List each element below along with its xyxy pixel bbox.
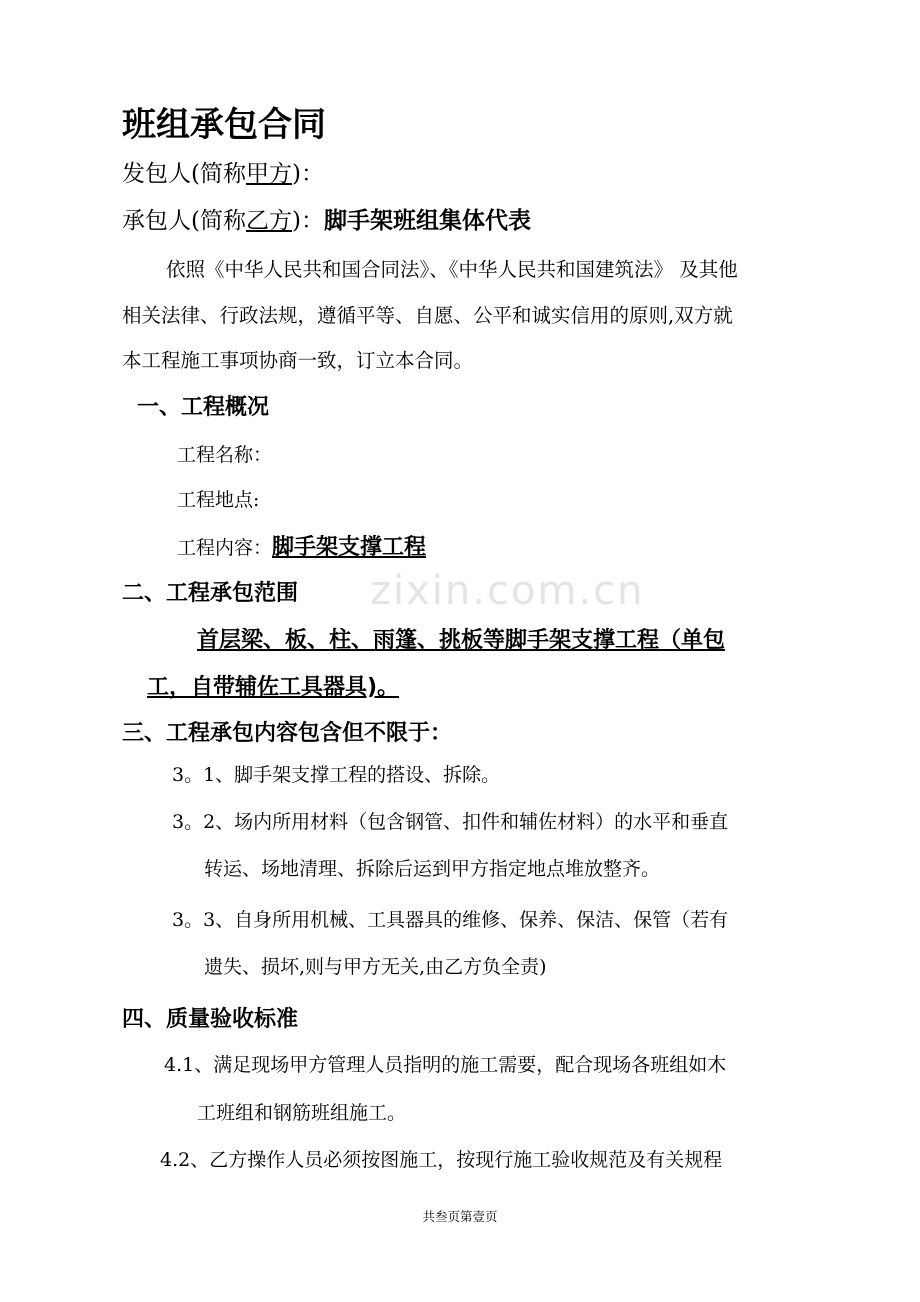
project-content-line xyxy=(177,537,426,559)
document-title: 班组承包合同 xyxy=(122,105,326,145)
party-a-short: 甲方 xyxy=(245,161,292,187)
project-content-label: 工程内容： xyxy=(177,537,273,559)
party-a-prefix: 发包人(简称 xyxy=(122,161,246,187)
section-2-heading: 二、工程承包范围 xyxy=(122,581,299,606)
project-name-label: 工程名称： xyxy=(177,444,273,466)
quality-item-4-1-cont: 工班组和钢筋班组施工。 xyxy=(197,1102,407,1124)
intro-line-1: 依照《中华人民共和国合同法》、《中华人民共和国建筑法》 及其他 xyxy=(166,258,738,281)
quality-item-4-1: 4.1、满足现场甲方管理人员指明的施工需要，配合现场各班组如木 xyxy=(164,1054,727,1076)
party-b-short: 乙方 xyxy=(245,208,292,234)
project-location-label: 工程地点: xyxy=(177,489,260,511)
party-b-line xyxy=(122,210,531,233)
section-1-heading: 一、工程概况 xyxy=(137,395,270,420)
intro-line-3: 本工程施工事项协商一致，订立本合同。 xyxy=(122,349,474,372)
scope-item-3-1: 3。1、脚手架支撑工程的搭设、拆除。 xyxy=(172,764,501,786)
section-3-heading: 三、工程承包内容包含但不限于： xyxy=(122,721,453,746)
intro-line-2: 相关法律、行政法规，遵循平等、自愿、公平和诚实信用的原则,双方就 xyxy=(122,304,733,327)
party-b-prefix: 承包人(简称 xyxy=(122,208,246,234)
scope-line-1: 首层梁、板、柱、雨篷、挑板等脚手架支撑工程（单包 xyxy=(197,628,726,653)
party-b-value: 脚手架班组集体代表 xyxy=(323,208,531,234)
party-b-suffix: )： xyxy=(291,208,324,234)
section-4-heading: 四、质量验收标准 xyxy=(122,1007,299,1032)
project-content-value: 脚手架支撑工程 xyxy=(272,535,427,560)
quality-item-4-2: 4.2、乙方操作人员必须按图施工，按现行施工验收规范及有关规程 xyxy=(160,1149,723,1171)
page-footer: 共叁页第壹页 xyxy=(422,1209,498,1224)
watermark: zixin.com.cn xyxy=(370,568,645,614)
party-a-suffix: )： xyxy=(291,161,324,187)
party-a-line xyxy=(122,163,324,186)
scope-item-3-3-cont: 遗失、损坏,则与甲方无关,由乙方负全责) xyxy=(204,956,547,978)
scope-item-3-2-cont: 转运、场地清理、拆除后运到甲方指定地点堆放整齐。 xyxy=(204,858,661,880)
scope-line-2: 工，自带辅佐工具器具)。 xyxy=(147,675,400,700)
scope-item-3-3: 3。3、自身所用机械、工具器具的维修、保养、保洁、保管（若有 xyxy=(172,909,729,931)
scope-item-3-2: 3。2、场内所用材料（包含钢管、扣件和辅佐材料）的水平和垂直 xyxy=(172,811,729,833)
